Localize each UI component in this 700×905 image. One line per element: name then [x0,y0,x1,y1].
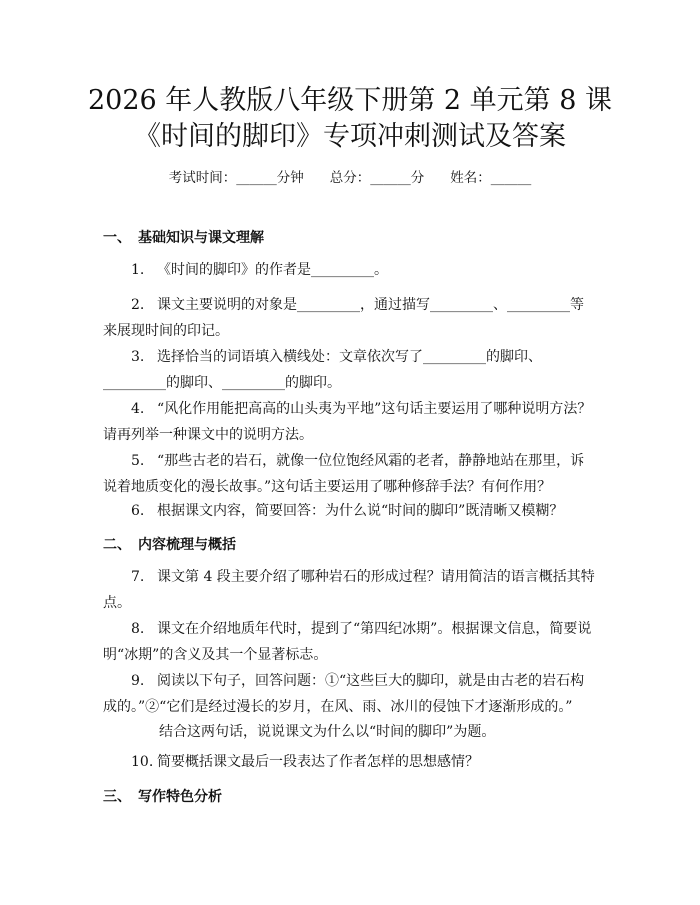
question-subprompt: 结合这两句话，说说课文为什么以“时间的脚印”为题。 [159,724,496,740]
question-item [103,344,597,396]
question-number: 1. [131,262,145,278]
section-heading [103,535,236,555]
question-text: 课文第 4 段主要介绍了哪种岩石的形成过程？请用简洁的语言概括其特点。 [103,569,595,611]
section-heading [103,787,222,807]
section-number: 二、 [103,537,131,553]
section-heading [103,228,264,248]
question-item [103,668,597,720]
section-number: 三、 [103,789,131,805]
exam-time-field: 考试时间：______分钟 [168,170,304,186]
question-item [103,292,597,344]
exam-meta [0,168,700,188]
question-number: 10. [131,754,154,770]
question-text: 根据课文内容，简要回答：为什么说“时间的脚印”既清晰又模糊？ [157,503,564,519]
question-number: 4. [131,401,145,417]
question-number: 3. [131,349,145,365]
section-number: 一、 [103,230,131,246]
section-label: 写作特色分析 [138,789,222,805]
question-text: 选择恰当的词语填入横线处：文章依次写了_________的脚印、_________的脚印、_________的脚印。 [103,349,542,391]
question-text: 课文在介绍地质年代时，提到了“第四纪冰期”。根据课文信息，简要说明“冰期”的含义及其一个显著标志。 [103,621,592,663]
question-text: 《时间的脚印》的作者是_________。 [157,262,388,278]
question-text: “风化作用能把高高的山头夷为平地”这句话主要运用了哪种说明方法？请再列举一种课文中的说明方法。 [103,401,592,443]
question-text: 阅读以下句子，回答问题：①“这些巨大的脚印，就是由古老的岩石构成的。”②“它们是经过漫长的岁月，在风、雨、冰川的侵蚀下才逐渐形成的。” [103,673,585,715]
total-score-field: 总分：______分 [329,170,425,186]
student-name-field: 姓名：______ [450,170,532,186]
question-number: 9. [131,673,145,689]
section-label: 基础知识与课文理解 [138,230,264,246]
question-item [103,257,597,283]
question-number: 2. [131,297,145,313]
question-item [103,498,597,524]
question-item [103,448,597,500]
question-item [103,616,597,668]
question-number: 6. [131,503,145,519]
question-text: “那些古老的岩石，就像一位位饱经风霜的老者，静静地站在那里，诉说着地质变化的漫长故事。”这句话主要运用了哪种修辞手法？有何作用？ [103,453,585,495]
question-number: 7. [131,569,145,585]
question-item [103,564,597,616]
section-label: 内容梳理与概括 [138,537,236,553]
question-text: 课文主要说明的对象是_________，通过描写_________、_________等来展现时间的印记。 [103,297,584,339]
question-number: 8. [131,621,145,637]
exam-title-line2: 《时间的脚印》专项冲刺测试及答案 [134,121,566,152]
question-text: 简要概括课文最后一段表达了作者怎样的思想感情？ [157,754,479,770]
question-item [103,749,597,775]
question-item [103,396,597,448]
question-number: 5. [131,453,145,469]
exam-title-line1: 2026 年人教版八年级下册第 2 单元第 8 课 [88,85,612,116]
